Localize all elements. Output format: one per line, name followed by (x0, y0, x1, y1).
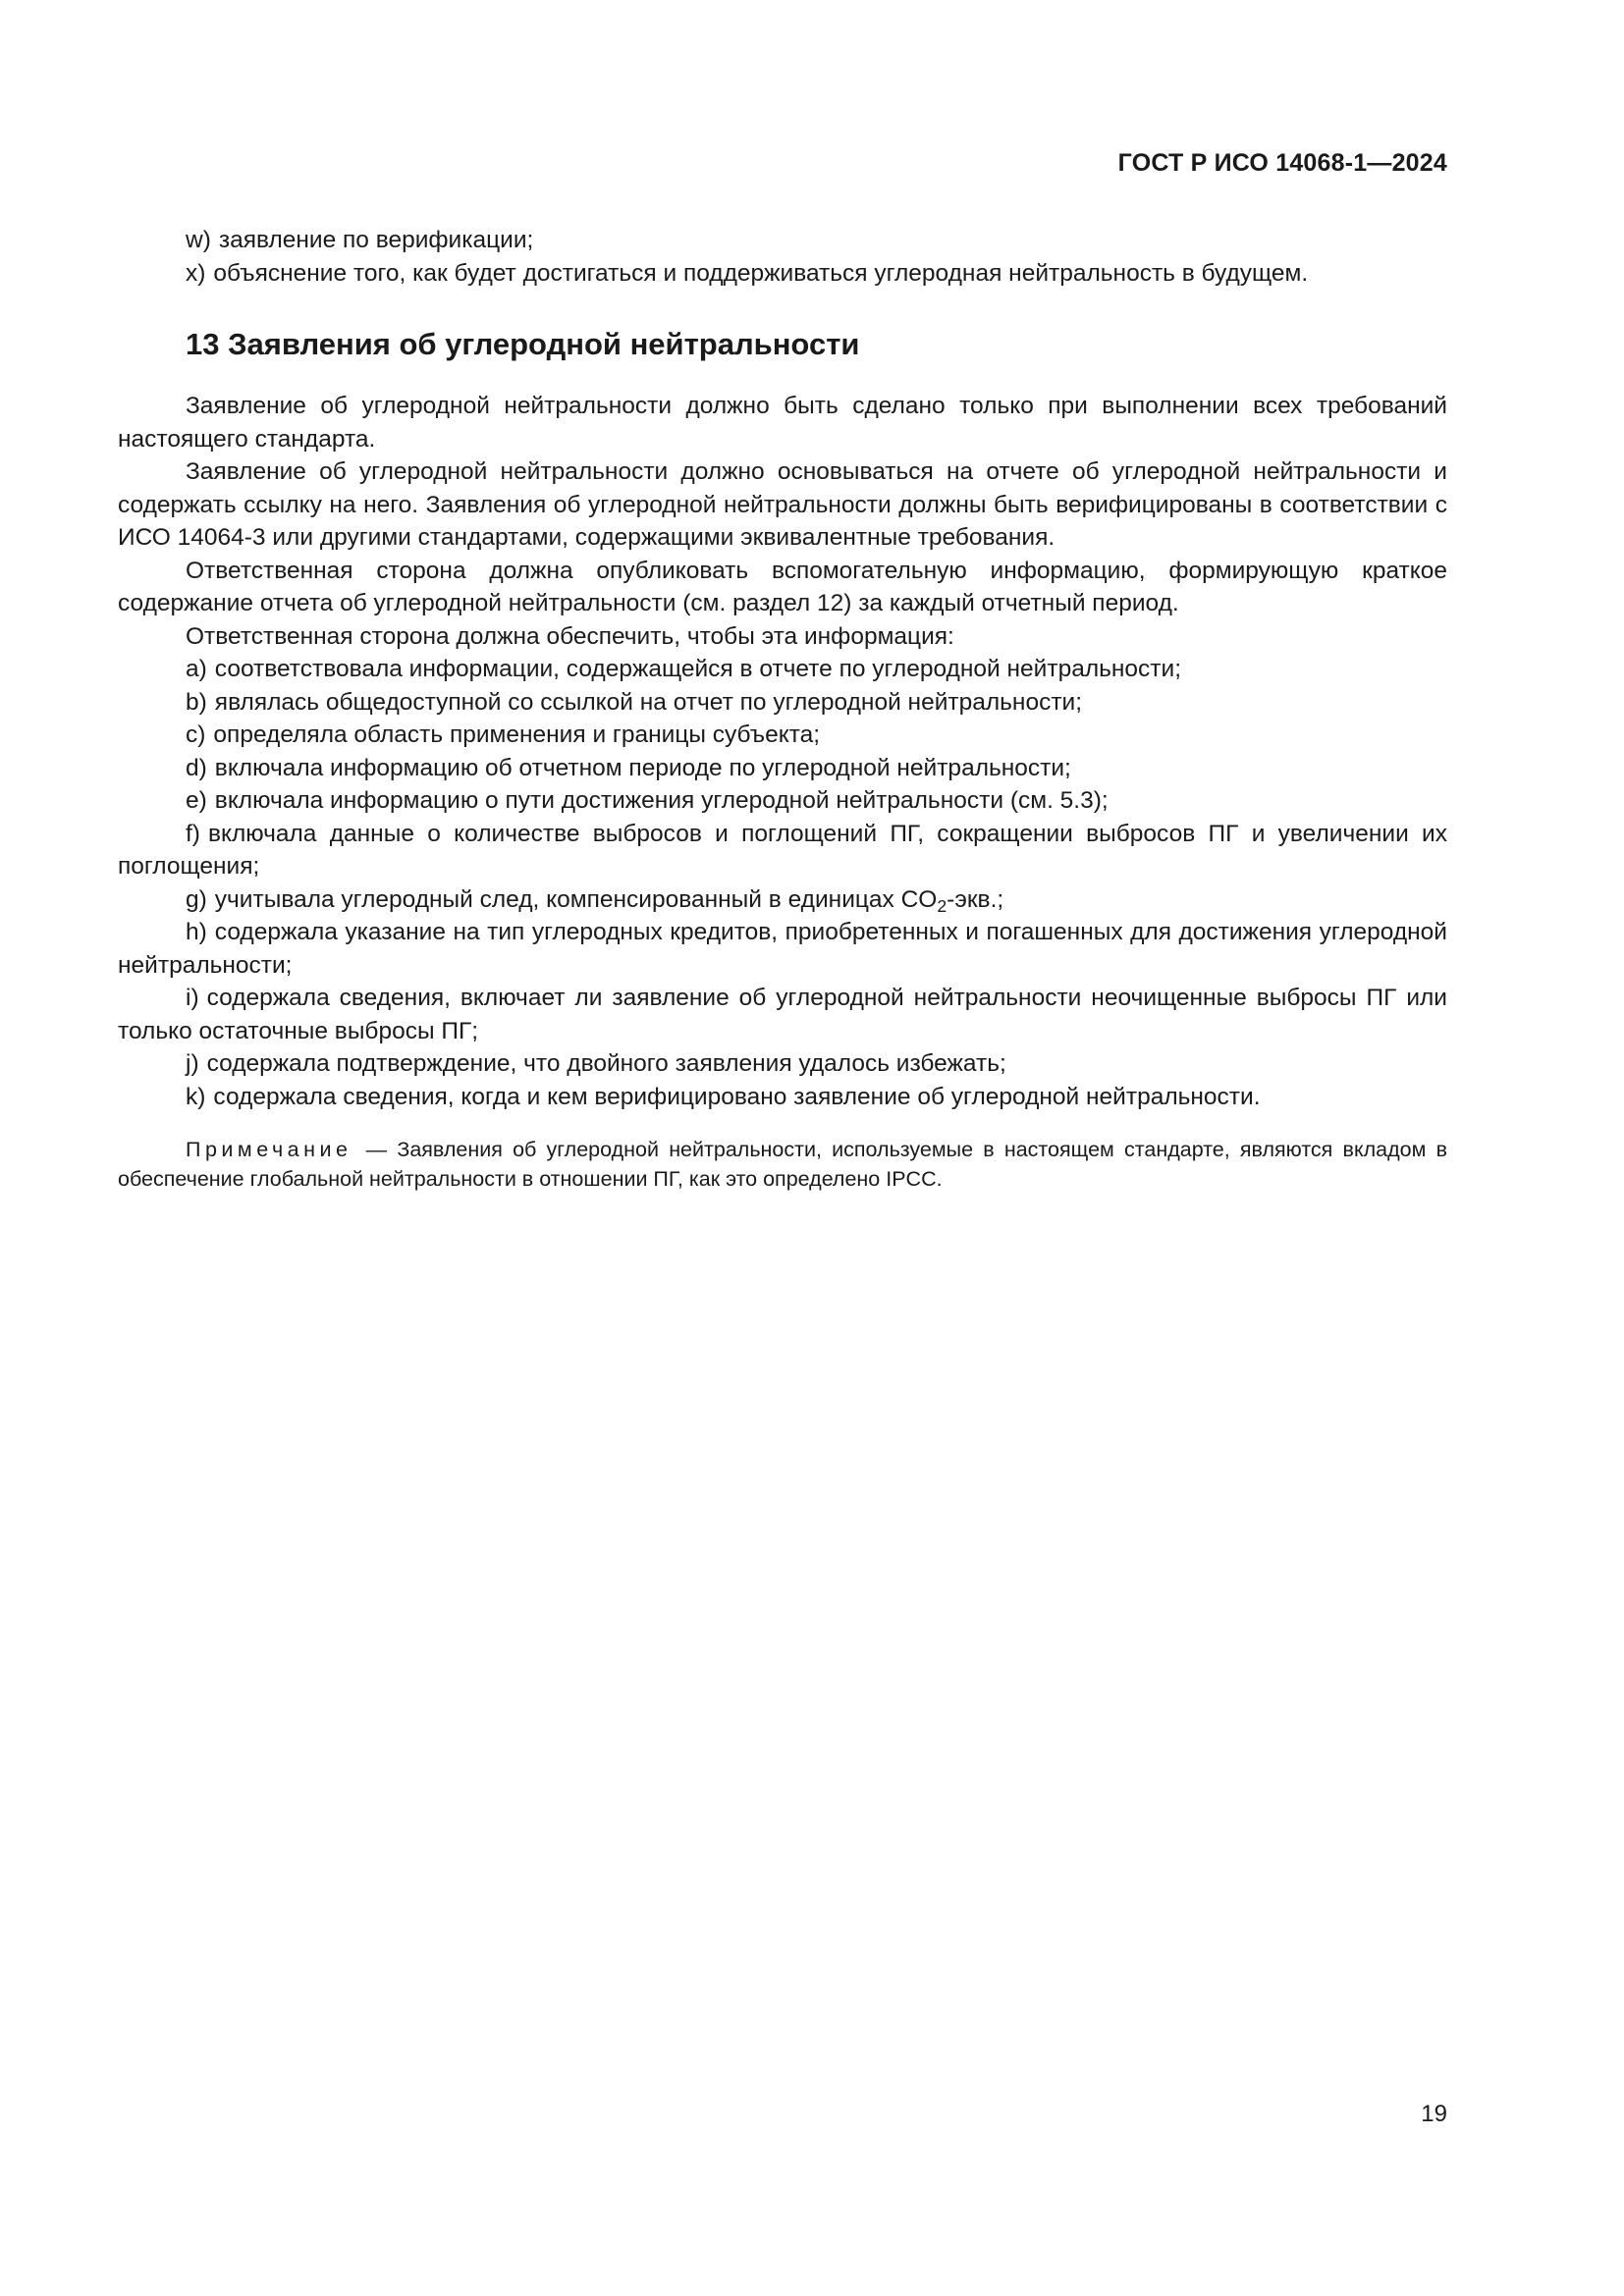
list-item-x (118, 257, 1447, 291)
list-item-b (118, 686, 1447, 720)
section-heading: 13 Заявления об углеродной нейтральности (186, 327, 860, 361)
document-code: ГОСТ Р ИСО 14068-1—2024 (1117, 149, 1447, 177)
list-item-label: g) (186, 885, 207, 913)
list-item-c (118, 719, 1447, 752)
note-label: Примечание (186, 1138, 352, 1161)
list-item-a (118, 653, 1447, 686)
list-item-j (118, 1047, 1447, 1081)
list-item-text: заявление по верификации; (218, 227, 534, 253)
paragraph-4: Ответственная сторона должна обеспечить, чтобы эта информация: (186, 622, 954, 650)
note-text: — Заявления об углеродной нейтральности, используемые в настоящем стандарте, являются вкладом в обеспечение глобальной нейтральности в отношении ПГ, как это определено IPCC. (118, 1138, 1447, 1191)
list-item-text: содержала сведения, когда и кем верифицировано заявление об углеродной нейтральности. (213, 1083, 1261, 1110)
page-number: 19 (1421, 2101, 1447, 2127)
list-item-i (118, 982, 1447, 1047)
list-item-g (118, 883, 1447, 917)
list-item-label: b) (186, 688, 207, 716)
list-item-text: включала информацию о пути достижения углеродной нейтральности (см. 5.3); (214, 787, 1109, 814)
list-item-text: являлась общедоступной со ссылкой на отчет по углеродной нейтральности; (214, 688, 1083, 716)
note (118, 1135, 1447, 1194)
paragraph-1: Заявление об углеродной нейтральности должно быть сделано только при выполнении всех требований настоящего стандарта. (118, 393, 1447, 453)
list-item-label: c) (186, 721, 206, 748)
list-item-label: x) (186, 259, 206, 287)
list-item-d (118, 752, 1447, 785)
list-item-label: w) (186, 227, 211, 253)
list-item-text: содержала указание на тип углеродных кредитов, приобретенных и погашенных для достижения углеродной нейтральности; (118, 919, 1447, 979)
list-item-text: объяснение того, как будет достигаться и поддерживаться углеродная нейтральность в будущем. (213, 259, 1309, 287)
list-item-text-suffix: -экв.; (947, 885, 1004, 913)
list-item-label: f) (186, 820, 200, 847)
list-item-label: j) (186, 1050, 199, 1077)
list-item-text: определяла область применения и границы субъекта; (213, 721, 821, 748)
list-item-f (118, 818, 1447, 883)
subscript: 2 (937, 895, 947, 916)
list-item-text: содержала подтверждение, что двойного заявления удалось избежать; (206, 1050, 1006, 1077)
paragraph-3: Ответственная сторона должна опубликовать вспомогательную информацию, формирующую краткое содержание отчета об углеродной нейтральности (см. раздел 12) за каждый отчетный период. (118, 557, 1447, 616)
list-item-text: включала данные о количестве выбросов и поглощений ПГ, сокращении выбросов ПГ и увеличении их поглощения; (118, 820, 1447, 880)
list-item-text: включала информацию об отчетном периоде по углеродной нейтральности; (214, 754, 1071, 781)
list-item-text: соответствовала информации, содержащейся в отчете по углеродной нейтральности; (214, 656, 1181, 682)
list-item-e (118, 784, 1447, 818)
list-item-label: a) (186, 656, 207, 682)
list-item-label: d) (186, 754, 207, 781)
list-item-k (118, 1081, 1447, 1114)
list-item-label: e) (186, 787, 207, 814)
list-item-text: содержала сведения, включает ли заявление об углеродной нейтральности неочищенные выбросы ПГ или только остаточные выбросы ПГ; (118, 985, 1447, 1044)
list-item-w (118, 224, 1447, 257)
list-item-label: k) (186, 1083, 206, 1110)
list-item-label: h) (186, 919, 207, 945)
list-item-h (118, 916, 1447, 982)
list-item-text: учитывала углеродный след, компенсированный в единицах CO (214, 885, 938, 913)
page-content (118, 224, 1447, 1194)
list-item-label: i) (186, 985, 199, 1011)
paragraph-2: Заявление об углеродной нейтральности должно основываться на отчете об углеродной нейтральности и содержать ссылку на него. Заявления об углеродной нейтральности должны быть верифицированы в соответствии с ИСО 14064-3 или другими стандартами, содержащими эквивалентные требования. (118, 458, 1447, 551)
